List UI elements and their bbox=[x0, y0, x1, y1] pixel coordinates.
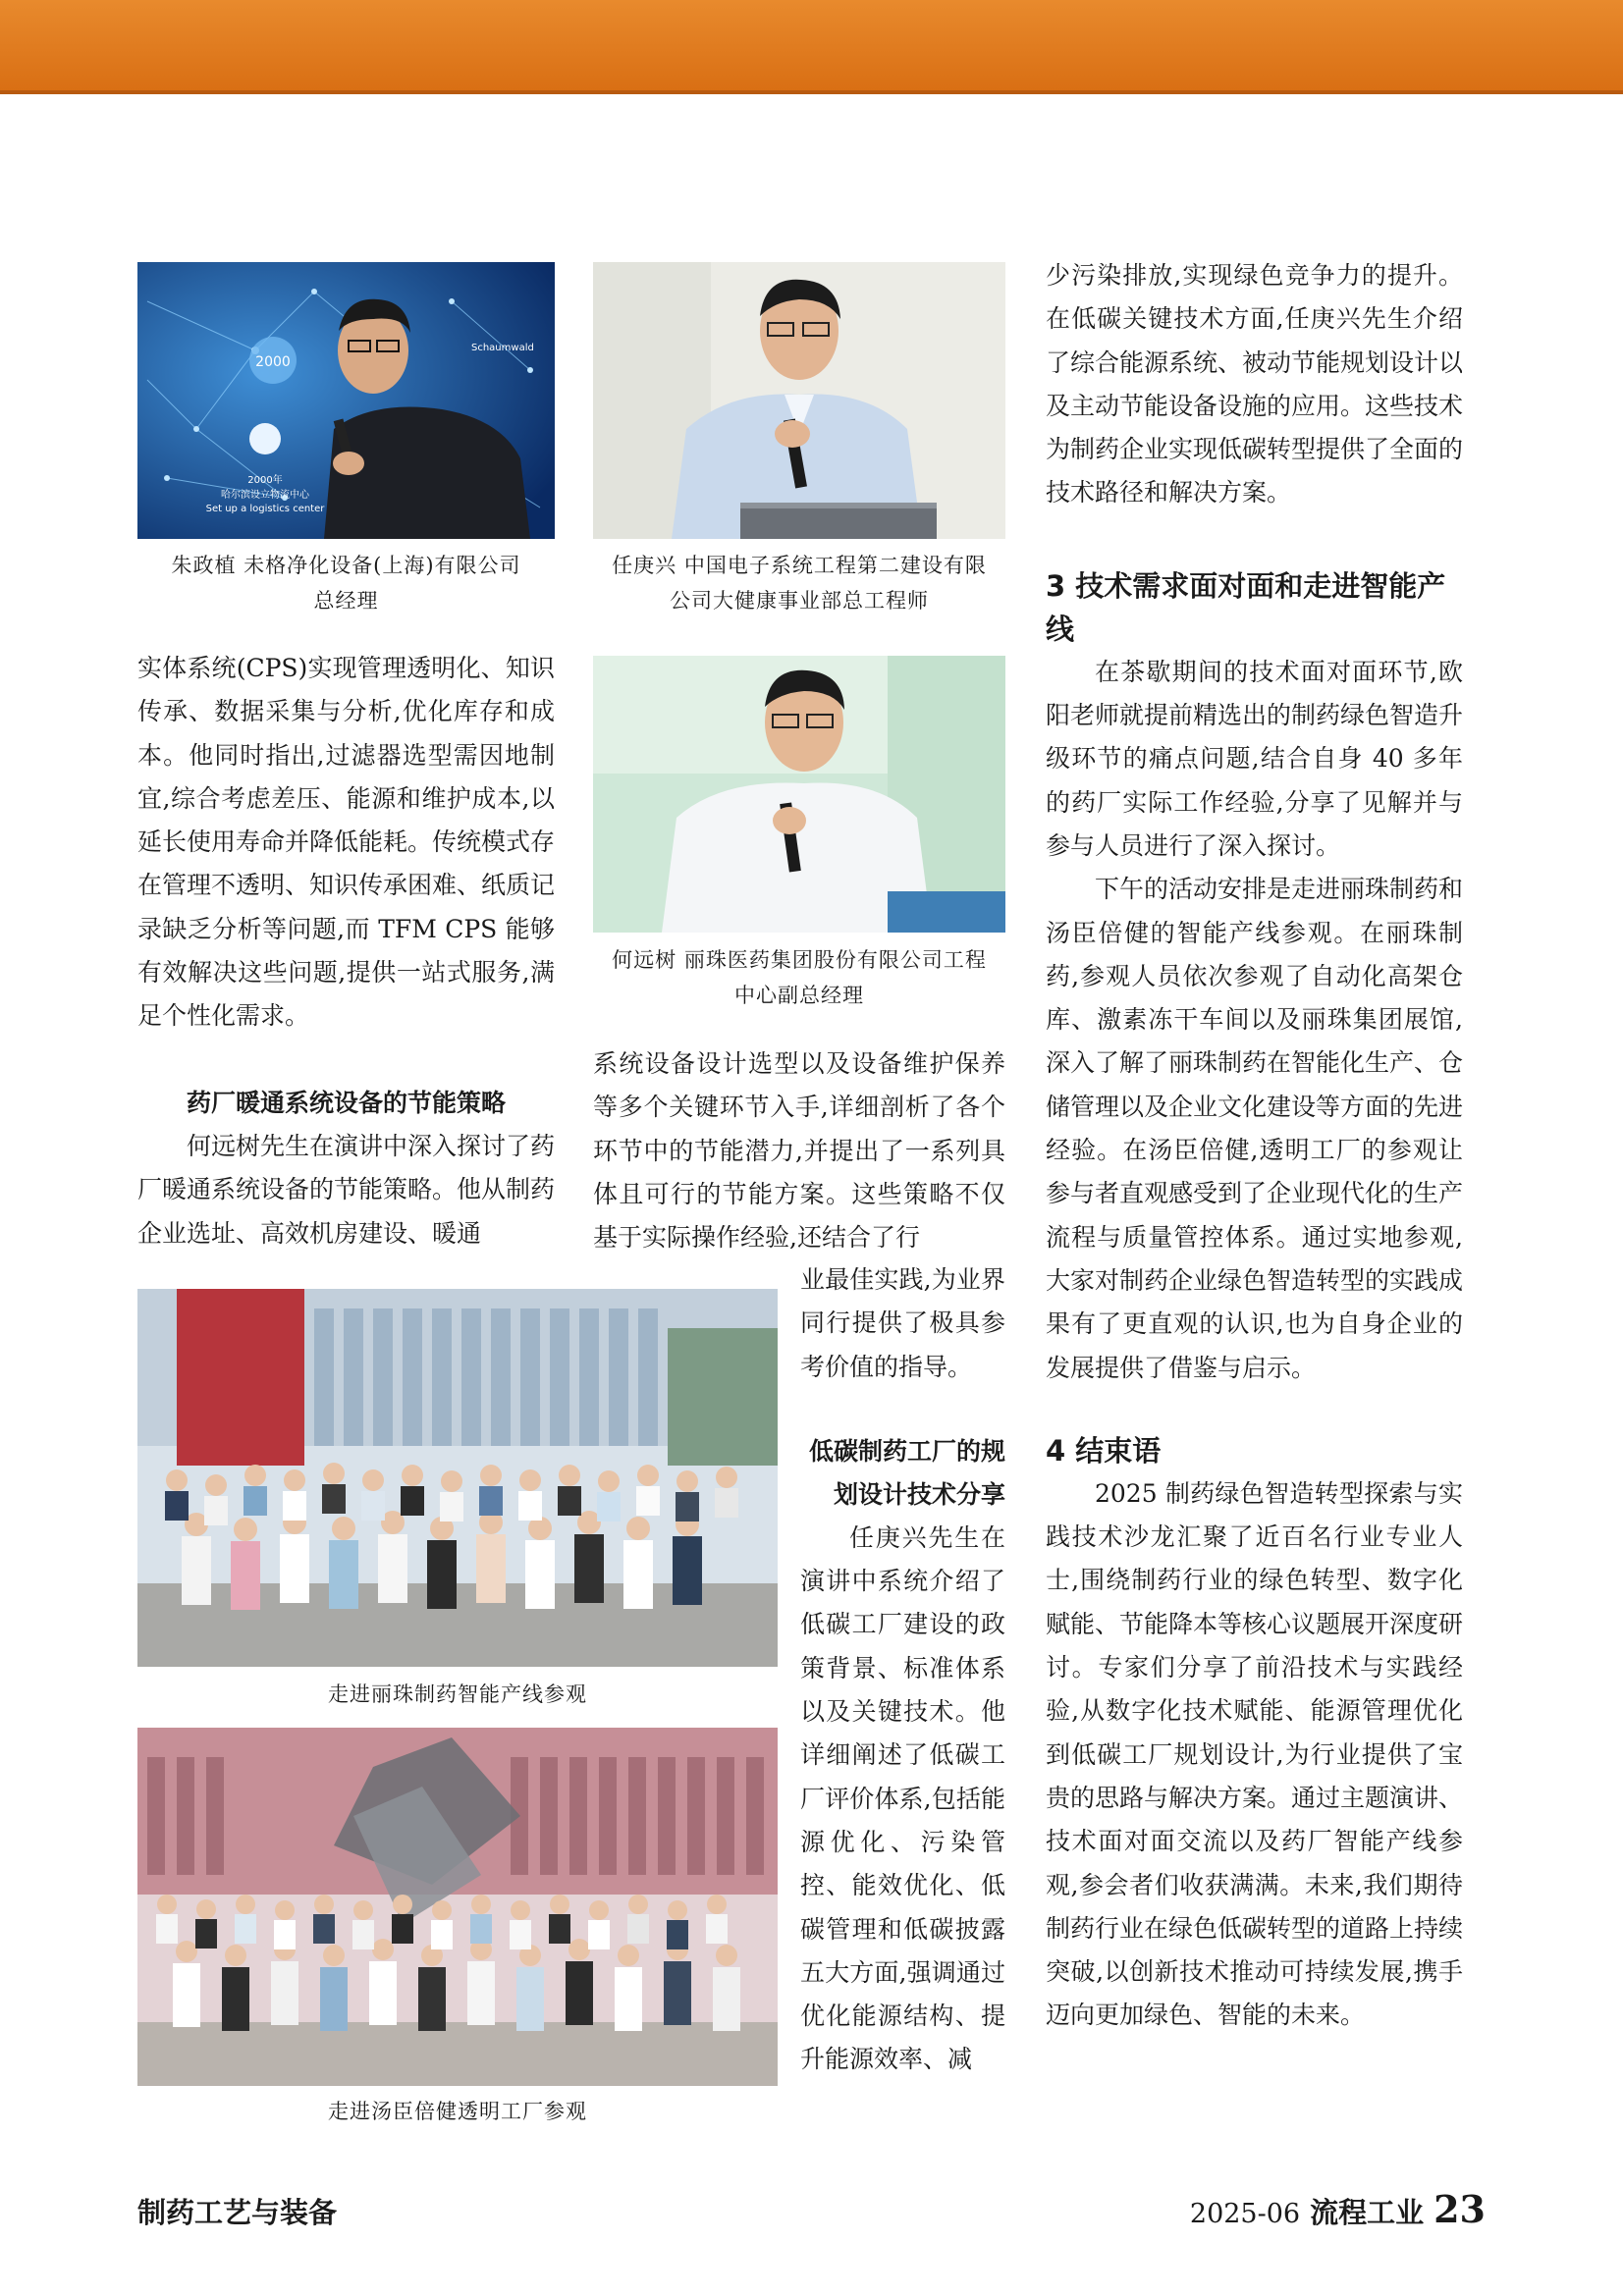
photo-speaker-ren bbox=[593, 262, 1005, 539]
body-paragraph: 业最佳实践,为业界同行提供了极具参考价值的指导。 bbox=[800, 1265, 1005, 1381]
section-heading-3: 3 技术需求面对面和走进智能产线 bbox=[1046, 568, 1446, 646]
photo-speaker-he bbox=[593, 656, 1005, 933]
photo-caption: 朱政植 未格净化设备(上海)有限公司 bbox=[171, 554, 521, 577]
page-number: 23 bbox=[1434, 2187, 1486, 2231]
photo-group-tangchen bbox=[137, 1728, 778, 2086]
slide-name-tag: Schaumwald bbox=[471, 343, 534, 353]
photo-group-lizhu bbox=[137, 1289, 778, 1667]
subheading: 药厂暖通系统设备的节能策略 bbox=[186, 1089, 506, 1117]
body-paragraph: 下午的活动安排是走进丽珠制药和汤臣倍健的智能产线参观。在丽珠制药,参观人员依次参观了自动化高架仓库、激素冻干车间以及丽珠集团展馆,深入了解了丽珠制药在智能化生产、仓储管理以及企业文化建设等方面的先进经验。在汤臣倍健,透明工厂的参观让参与者直观感受到了企业现代化的生产流程与质量管控体系。通过实地参观,大家对制药企业绿色智造转型的实践成果有了更直观的认识,也为自身企业的发展提供了借鉴与启示。 bbox=[1046, 875, 1464, 1382]
footer-magazine: 流程工业 bbox=[1310, 2196, 1425, 2229]
photo-caption: 公司大健康事业部总工程师 bbox=[670, 589, 929, 613]
slide-year-label: 2000年 bbox=[247, 475, 283, 486]
footer-issue: 2025-06 bbox=[1189, 2199, 1301, 2229]
slide-en-line: Set up a logistics center bbox=[205, 504, 325, 514]
photo-speaker-zhu bbox=[137, 262, 555, 539]
photo-caption: 任庚兴 中国电子系统工程第二建设有限 bbox=[612, 554, 987, 577]
header-color-bar bbox=[0, 0, 1623, 94]
photo-caption: 何远树 丽珠医药集团股份有限公司工程 bbox=[612, 948, 987, 972]
subheading: 低碳制药工厂的规划设计技术分享 bbox=[808, 1436, 1005, 1509]
body-paragraph: 任庚兴先生在演讲中系统介绍了低碳工厂建设的政策背景、标准体系以及关键技术。他详细阐述了低碳工厂评价体系,包括能源优化、污染管控、能效优化、低碳管理和低碳披露五大方面,强调通过优化能源结构、提升能源效率、减 bbox=[800, 1522, 1005, 2074]
slide-cn-line: 哈尔滨设立物流中心 bbox=[221, 490, 309, 501]
body-paragraph: 实体系统(CPS)实现管理透明化、知识传承、数据采集与分析,优化库存和成本。他同时指出,过滤器选型需因地制宜,综合考虑差压、能源和维护成本,以延长使用寿命并降低能耗。传统模式存在管理不透明、知识传承困难、纸质记录缺乏分析等问题,而 TFM CPS 能够有效解决这些问题,提供一站式服务,满足个性化需求。 bbox=[137, 654, 556, 1031]
body-paragraph: 少污染排放,实现绿色竞争力的提升。在低碳关键技术方面,任庚兴先生介绍了综合能源系统、被动节能规划设计以及主动节能设备设施的应用。这些技术为制药企业实现低碳转型提供了全面的技术路径和解决方案。 bbox=[1046, 261, 1464, 507]
photo-caption: 中心副总经理 bbox=[734, 984, 864, 1007]
body-paragraph: 在茶歇期间的技术面对面环节,欧阳老师就提前精选出的制药绿色智造升级环节的痛点问题,结合自身 40 多年的药厂实际工作经验,分享了见解并与参与人员进行了深入探讨。 bbox=[1046, 657, 1464, 860]
photo-caption: 走进丽珠制药智能产线参观 bbox=[328, 1682, 587, 1706]
slide-year-bubble: 2000 bbox=[255, 354, 291, 370]
photo-caption: 总经理 bbox=[313, 589, 379, 613]
footer-issue-info bbox=[1190, 2187, 1486, 2231]
body-paragraph: 何远树先生在演讲中深入探讨了药厂暖通系统设备的节能策略。他从制药企业选址、高效机房建设、暖通 bbox=[137, 1132, 556, 1248]
body-paragraph: 系统设备设计选型以及设备维护保养等多个关键环节入手,详细剖析了各个环节中的节能潜力,并提出了一系列具体且可行的节能方案。这些策略不仅基于实际操作经验,还结合了行 bbox=[593, 1049, 1005, 1253]
section-heading-4: 4 结束语 bbox=[1046, 1433, 1162, 1468]
body-paragraph: 2025 制药绿色智造转型探索与实践技术沙龙汇聚了近百名行业专业人士,围绕制药行业的绿色转型、数字化赋能、节能降本等核心议题展开深度研讨。专家们分享了前沿技术与实践经验,从数字化技术赋能、能源管理优化到低碳工厂规划设计,为行业提供了宝贵的思路与解决方案。通过主题演讲、技术面对面交流以及药厂智能产线参观,参会者们收获满满。未来,我们期待制药行业在绿色低碳转型的道路上持续突破,以创新技术推动可持续发展,携手迈向更加绿色、智能的未来。 bbox=[1046, 1478, 1464, 2030]
footer-column-name: 制药工艺与装备 bbox=[137, 2196, 338, 2229]
photo-caption: 走进汤臣倍健透明工厂参观 bbox=[328, 2100, 587, 2123]
